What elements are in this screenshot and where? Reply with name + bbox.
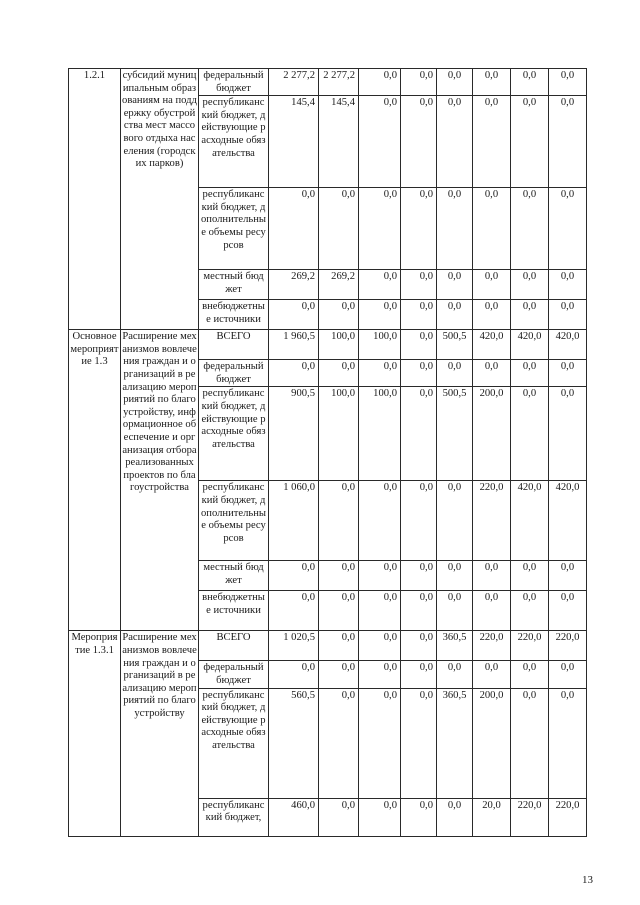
amount-cell: 0,0 xyxy=(473,69,511,96)
amount-cell: 220,0 xyxy=(473,481,511,561)
table-body xyxy=(69,69,587,837)
amount-cell: 0,0 xyxy=(359,661,401,688)
funding-source-cell: внебюджетные источники xyxy=(199,300,269,330)
amount-cell: 0,0 xyxy=(437,360,473,387)
table-row xyxy=(69,631,587,661)
amount-cell: 420,0 xyxy=(473,330,511,360)
amount-cell: 0,0 xyxy=(511,561,549,591)
amount-cell: 0,0 xyxy=(401,481,437,561)
funding-source-cell: внебюджетные источники xyxy=(199,591,269,631)
amount-cell: 560,5 xyxy=(269,688,319,798)
amount-cell: 0,0 xyxy=(319,360,359,387)
amount-cell: 360,5 xyxy=(437,631,473,661)
amount-cell: 100,0 xyxy=(359,387,401,481)
amount-cell: 0,0 xyxy=(269,561,319,591)
amount-cell: 0,0 xyxy=(549,96,587,188)
funding-source-cell: местный бюджет xyxy=(199,270,269,300)
amount-cell: 0,0 xyxy=(401,96,437,188)
amount-cell: 420,0 xyxy=(511,481,549,561)
funding-source-cell: республиканский бюджет, дополнительные объемы ресурсов xyxy=(199,481,269,561)
amount-cell: 0,0 xyxy=(549,69,587,96)
amount-cell: 0,0 xyxy=(437,188,473,270)
amount-cell: 0,0 xyxy=(319,798,359,836)
amount-cell: 0,0 xyxy=(359,798,401,836)
item-code-cell: Мероприятие 1.3.1 xyxy=(69,631,121,836)
amount-cell: 0,0 xyxy=(359,96,401,188)
amount-cell: 220,0 xyxy=(549,631,587,661)
amount-cell: 0,0 xyxy=(473,96,511,188)
amount-cell: 0,0 xyxy=(549,661,587,688)
amount-cell: 100,0 xyxy=(359,330,401,360)
amount-cell: 0,0 xyxy=(401,798,437,836)
amount-cell: 0,0 xyxy=(401,387,437,481)
amount-cell: 0,0 xyxy=(319,561,359,591)
budget-table xyxy=(68,68,587,837)
amount-cell: 420,0 xyxy=(549,481,587,561)
amount-cell: 500,5 xyxy=(437,387,473,481)
amount-cell: 0,0 xyxy=(401,360,437,387)
amount-cell: 145,4 xyxy=(269,96,319,188)
amount-cell: 0,0 xyxy=(473,561,511,591)
amount-cell: 0,0 xyxy=(511,188,549,270)
amount-cell: 0,0 xyxy=(549,387,587,481)
table-row xyxy=(69,69,587,96)
amount-cell: 200,0 xyxy=(473,688,511,798)
amount-cell: 0,0 xyxy=(549,561,587,591)
amount-cell: 900,5 xyxy=(269,387,319,481)
amount-cell: 0,0 xyxy=(437,69,473,96)
amount-cell: 0,0 xyxy=(473,300,511,330)
amount-cell: 0,0 xyxy=(359,561,401,591)
item-name-cell: Расширение механизмов вовлечения граждан и организаций в реализацию мероприятий по благоустройству, информационное обеспечение и организация отбора реализованных проектов по благоустройства xyxy=(121,330,199,631)
amount-cell: 0,0 xyxy=(549,591,587,631)
amount-cell: 0,0 xyxy=(401,631,437,661)
amount-cell: 0,0 xyxy=(549,360,587,387)
amount-cell: 0,0 xyxy=(319,300,359,330)
amount-cell: 0,0 xyxy=(269,300,319,330)
amount-cell: 0,0 xyxy=(359,631,401,661)
amount-cell: 0,0 xyxy=(359,591,401,631)
amount-cell: 0,0 xyxy=(437,300,473,330)
amount-cell: 1 060,0 xyxy=(269,481,319,561)
amount-cell: 0,0 xyxy=(359,481,401,561)
amount-cell: 0,0 xyxy=(319,591,359,631)
amount-cell: 0,0 xyxy=(511,591,549,631)
funding-source-cell: республиканский бюджет, действующие расходные обязательства xyxy=(199,688,269,798)
funding-source-cell: республиканский бюджет, xyxy=(199,798,269,836)
amount-cell: 0,0 xyxy=(511,360,549,387)
amount-cell: 145,4 xyxy=(319,96,359,188)
amount-cell: 0,0 xyxy=(511,661,549,688)
amount-cell: 0,0 xyxy=(511,688,549,798)
amount-cell: 0,0 xyxy=(511,300,549,330)
amount-cell: 0,0 xyxy=(437,481,473,561)
amount-cell: 1 960,5 xyxy=(269,330,319,360)
funding-source-cell: федеральный бюджет xyxy=(199,661,269,688)
amount-cell: 0,0 xyxy=(437,270,473,300)
funding-source-cell: федеральный бюджет xyxy=(199,69,269,96)
amount-cell: 0,0 xyxy=(401,270,437,300)
amount-cell: 0,0 xyxy=(401,188,437,270)
amount-cell: 0,0 xyxy=(401,300,437,330)
amount-cell: 100,0 xyxy=(319,330,359,360)
amount-cell: 1 020,5 xyxy=(269,631,319,661)
funding-source-cell: федеральный бюджет xyxy=(199,360,269,387)
amount-cell: 0,0 xyxy=(549,270,587,300)
amount-cell: 0,0 xyxy=(359,188,401,270)
amount-cell: 220,0 xyxy=(511,631,549,661)
amount-cell: 0,0 xyxy=(511,96,549,188)
amount-cell: 0,0 xyxy=(269,360,319,387)
table-row xyxy=(69,330,587,360)
amount-cell: 0,0 xyxy=(359,360,401,387)
amount-cell: 0,0 xyxy=(473,360,511,387)
amount-cell: 0,0 xyxy=(359,300,401,330)
funding-source-cell: республиканский бюджет, действующие расходные обязательства xyxy=(199,96,269,188)
amount-cell: 0,0 xyxy=(473,188,511,270)
funding-source-cell: ВСЕГО xyxy=(199,631,269,661)
amount-cell: 0,0 xyxy=(437,661,473,688)
amount-cell: 2 277,2 xyxy=(269,69,319,96)
amount-cell: 0,0 xyxy=(549,300,587,330)
amount-cell: 0,0 xyxy=(437,591,473,631)
amount-cell: 220,0 xyxy=(549,798,587,836)
amount-cell: 460,0 xyxy=(269,798,319,836)
amount-cell: 500,5 xyxy=(437,330,473,360)
amount-cell: 0,0 xyxy=(401,688,437,798)
item-name-cell: субсидий муниципальным образованиям на поддержку обустройства мест массового отдыха населения (городских парков) xyxy=(121,69,199,330)
amount-cell: 100,0 xyxy=(319,387,359,481)
amount-cell: 0,0 xyxy=(401,69,437,96)
amount-cell: 0,0 xyxy=(359,688,401,798)
amount-cell: 0,0 xyxy=(401,591,437,631)
amount-cell: 0,0 xyxy=(359,69,401,96)
funding-source-cell: ВСЕГО xyxy=(199,330,269,360)
amount-cell: 0,0 xyxy=(437,798,473,836)
amount-cell: 269,2 xyxy=(319,270,359,300)
amount-cell: 420,0 xyxy=(549,330,587,360)
amount-cell: 220,0 xyxy=(511,798,549,836)
amount-cell: 2 277,2 xyxy=(319,69,359,96)
amount-cell: 360,5 xyxy=(437,688,473,798)
item-code-cell: 1.2.1 xyxy=(69,69,121,330)
amount-cell: 0,0 xyxy=(549,688,587,798)
amount-cell: 0,0 xyxy=(319,661,359,688)
amount-cell: 0,0 xyxy=(437,96,473,188)
amount-cell: 20,0 xyxy=(473,798,511,836)
funding-source-cell: республиканский бюджет, дополнительные объемы ресурсов xyxy=(199,188,269,270)
item-name-cell: Расширение механизмов вовлечения граждан и организаций в реализацию мероприятий по благоустройству xyxy=(121,631,199,836)
amount-cell: 0,0 xyxy=(549,188,587,270)
amount-cell: 420,0 xyxy=(511,330,549,360)
amount-cell: 0,0 xyxy=(319,481,359,561)
amount-cell: 220,0 xyxy=(473,631,511,661)
amount-cell: 0,0 xyxy=(319,188,359,270)
amount-cell: 0,0 xyxy=(511,270,549,300)
amount-cell: 0,0 xyxy=(269,591,319,631)
amount-cell: 0,0 xyxy=(401,661,437,688)
amount-cell: 0,0 xyxy=(473,591,511,631)
amount-cell: 0,0 xyxy=(437,561,473,591)
amount-cell: 0,0 xyxy=(401,330,437,360)
amount-cell: 200,0 xyxy=(473,387,511,481)
amount-cell: 0,0 xyxy=(473,661,511,688)
amount-cell: 0,0 xyxy=(319,688,359,798)
amount-cell: 0,0 xyxy=(473,270,511,300)
amount-cell: 0,0 xyxy=(319,631,359,661)
amount-cell: 269,2 xyxy=(269,270,319,300)
amount-cell: 0,0 xyxy=(269,188,319,270)
item-code-cell: Основное мероприятие 1.3 xyxy=(69,330,121,631)
funding-source-cell: республиканский бюджет, действующие расходные обязательства xyxy=(199,387,269,481)
amount-cell: 0,0 xyxy=(359,270,401,300)
funding-source-cell: местный бюджет xyxy=(199,561,269,591)
amount-cell: 0,0 xyxy=(269,661,319,688)
amount-cell: 0,0 xyxy=(401,561,437,591)
amount-cell: 0,0 xyxy=(511,387,549,481)
page-number: 13 xyxy=(582,874,593,886)
amount-cell: 0,0 xyxy=(511,69,549,96)
